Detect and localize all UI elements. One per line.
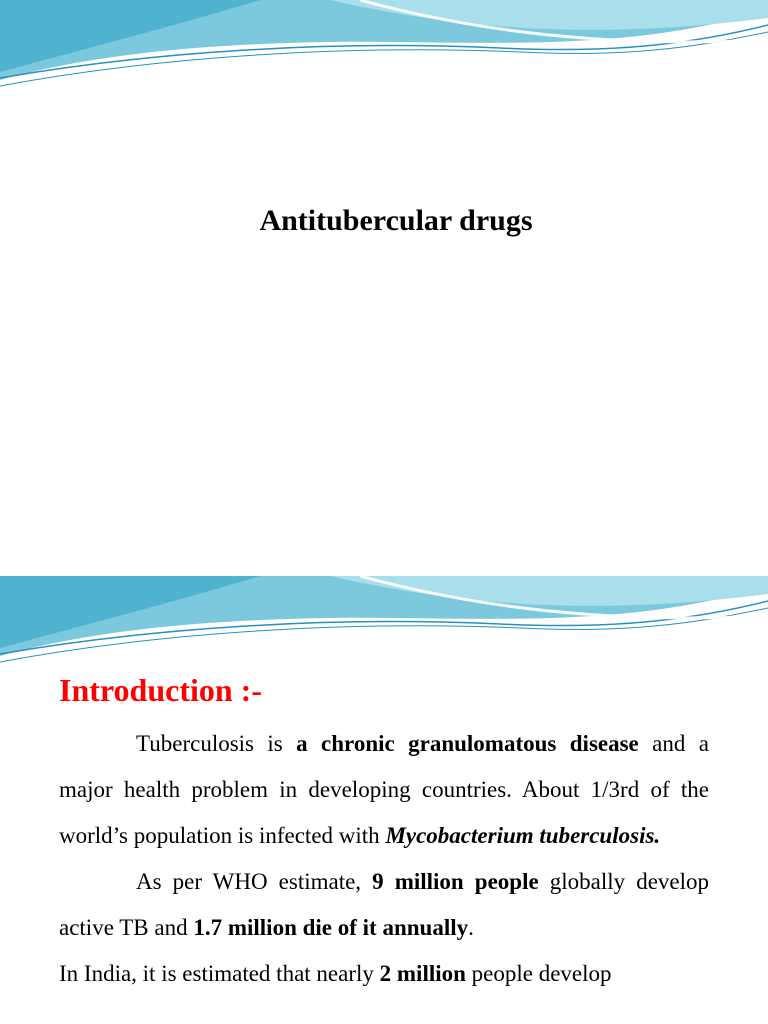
wave-banner-decoration [0, 0, 768, 90]
intro-body [59, 721, 709, 997]
text-span: In India, it is estimated that nearly [59, 961, 380, 986]
slide-title: Antitubercular drugs [259, 204, 533, 237]
bold-phrase: 9 million people [372, 869, 539, 894]
bold-phrase: 1.7 million die of it annually [193, 915, 469, 940]
text-span: people develop [465, 961, 612, 986]
paragraph-india [59, 951, 709, 997]
bold-phrase: a chronic granulomatous disease [296, 731, 639, 756]
wave-banner-decoration [0, 576, 768, 666]
text-span: and a major health problem in developing countries. About 1/3rd of the world’s population is infected with [59, 731, 709, 848]
section-heading: Introduction :- [59, 672, 262, 708]
paragraph-who-estimate [59, 859, 709, 951]
text-span: globally develop active TB and [59, 869, 710, 940]
organism-name: Mycobacterium tuberculosis. [385, 823, 661, 848]
text-span: Tuberculosis is [136, 731, 297, 756]
bold-phrase: 2 million [379, 961, 466, 986]
text-span: . [468, 915, 474, 940]
paragraph-tuberculosis [59, 721, 709, 859]
text-span: As per WHO estimate, [136, 869, 373, 894]
introduction-slide [0, 576, 768, 1024]
